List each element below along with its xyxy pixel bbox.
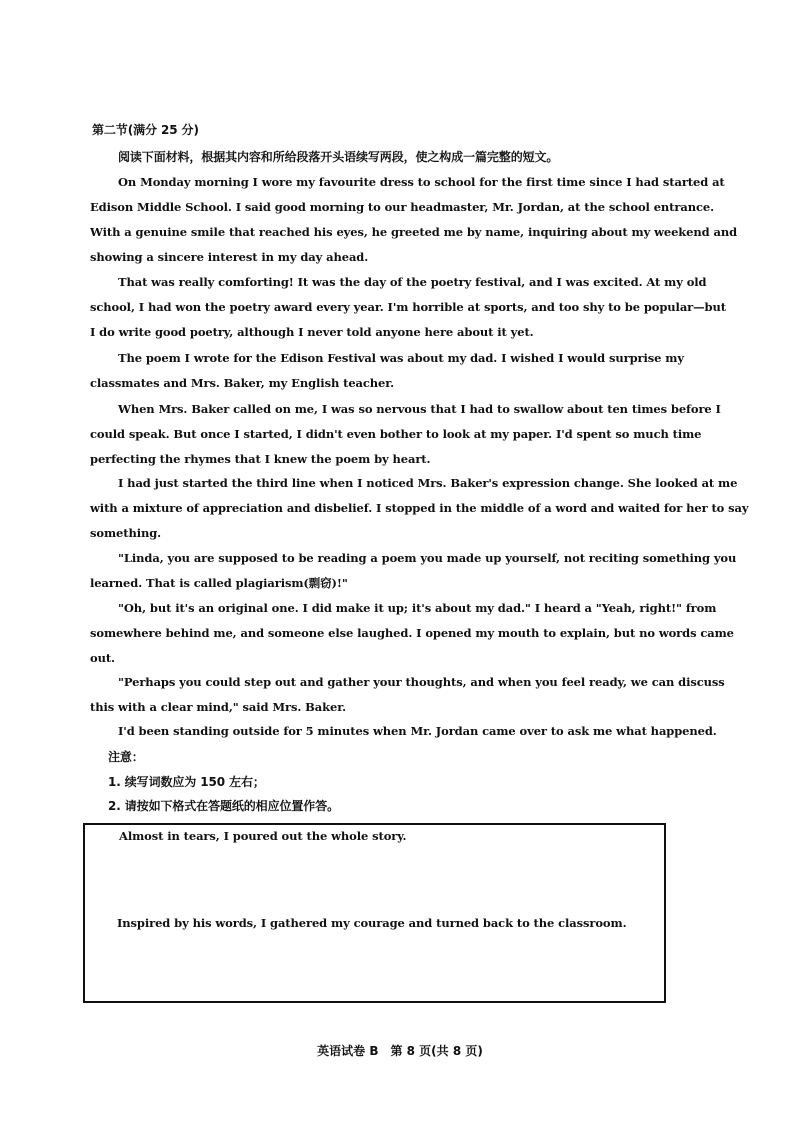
note-item: 1. 续写词数应为 150 左右； (108, 775, 265, 789)
passage-line: out. (90, 651, 115, 665)
section-title: 第二节(满分 25 分) (92, 123, 199, 137)
passage-line: school, I had won the poetry award every year. I'm horrible at sports, and too shy to be popular—but (90, 300, 726, 314)
passage-line: With a genuine smile that reached his eyes, he greeted me by name, inquiring about my weekend and (90, 225, 738, 239)
answer-box (83, 823, 666, 1003)
passage-line: showing a sincere interest in my day ahead. (90, 250, 369, 264)
paragraph1-start: Almost in tears, I poured out the whole story. (119, 829, 407, 843)
passage-line: "Linda, you are supposed to be reading a poem you made up yourself, not reciting something you (118, 551, 737, 565)
passage-line: I'd been standing outside for 5 minutes when Mr. Jordan came over to ask me what happened. (118, 724, 717, 738)
passage-line: with a mixture of appreciation and disbelief. I stopped in the middle of a word and waited for her to say (90, 501, 749, 515)
instruction: 阅读下面材料，根据其内容和所给段落开头语续写两段，使之构成一篇完整的短文。 (118, 150, 559, 164)
passage-line: "Perhaps you could step out and gather your thoughts, and when you feel ready, we can discuss (118, 675, 725, 689)
passage-line: When Mrs. Baker called on me, I was so nervous that I had to swallow about ten times before I (118, 402, 721, 416)
passage-line: could speak. But once I started, I didn't even bother to look at my paper. I'd spent so much time (90, 427, 702, 441)
passage-line: perfecting the rhymes that I knew the poem by heart. (90, 452, 431, 466)
paragraph2-start: Inspired by his words, I gathered my courage and turned back to the classroom. (117, 916, 627, 930)
passage-line: learned. That is called plagiarism(剽窃)!" (90, 576, 348, 590)
passage-line: classmates and Mrs. Baker, my English teacher. (90, 376, 395, 390)
passage-line: something. (90, 526, 162, 540)
page-footer: 英语试卷 B 第 8 页(共 8 页) (317, 1044, 483, 1058)
passage-line: I had just started the third line when I noticed Mrs. Baker's expression change. She looked at me (118, 476, 738, 490)
passage-line: That was really comforting! It was the day of the poetry festival, and I was excited. At my old (118, 275, 707, 289)
passage-line: The poem I wrote for the Edison Festival was about my dad. I wished I would surprise my (118, 351, 684, 365)
passage-line: On Monday morning I wore my favourite dress to school for the first time since I had started at (118, 175, 725, 189)
notes-title: 注意： (108, 750, 144, 764)
passage-line: "Oh, but it's an original one. I did make it up; it's about my dad." I heard a "Yeah, right!" from (118, 601, 717, 615)
passage-line: I do write good poetry, although I never told anyone here about it yet. (90, 325, 534, 339)
passage-line: this with a clear mind," said Mrs. Baker. (90, 700, 347, 714)
note-item: 2. 请按如下格式在答题纸的相应位置作答。 (108, 799, 339, 813)
passage-line: Edison Middle School. I said good morning to our headmaster, Mr. Jordan, at the school entrance. (90, 200, 714, 214)
passage-line: somewhere behind me, and someone else laughed. I opened my mouth to explain, but no words came (90, 626, 734, 640)
